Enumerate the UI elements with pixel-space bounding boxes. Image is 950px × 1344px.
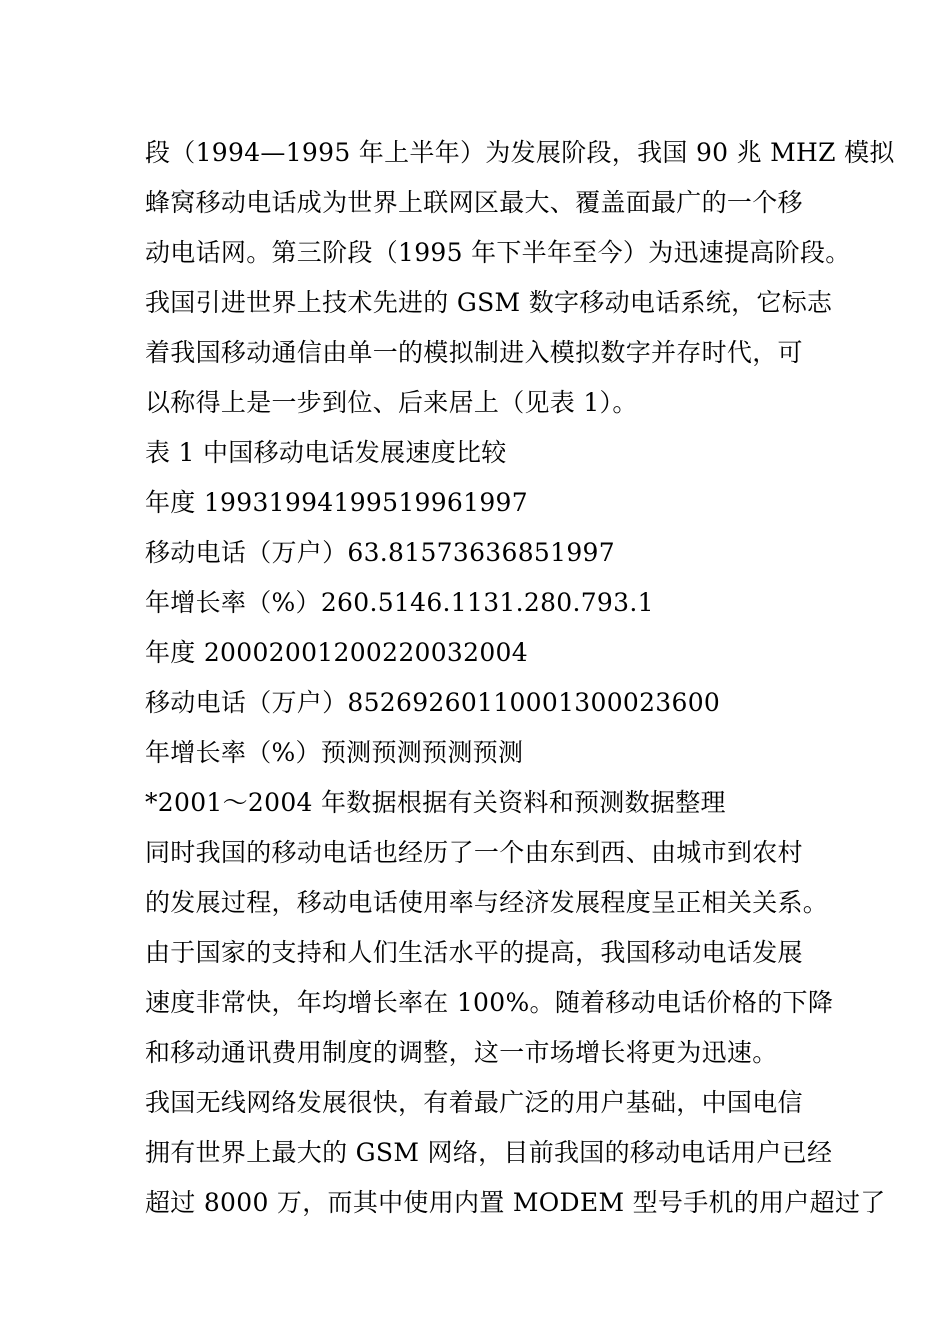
table-row-subscribers-1: 移动电话（万户）63.81573636851997 [145, 538, 615, 567]
text-line: 段（1994—1995 年上半年）为发展阶段，我国 90 兆 MHZ 模拟 [145, 138, 895, 167]
text-line: 着我国移动通信由单一的模拟制进入模拟数字并存时代，可 [145, 338, 803, 367]
table-caption: 表 1 中国移动电话发展速度比较 [145, 438, 507, 467]
text-line: 我国引进世界上技术先进的 GSM 数字移动电话系统，它标志 [145, 288, 833, 317]
text-line: 超过 8000 万，而其中使用内置 MODEM 型号手机的用户超过了 [145, 1188, 886, 1217]
text-line: 动电话网。第三阶段（1995 年下半年至今）为迅速提高阶段。 [145, 238, 851, 267]
table-row-years-1: 年度 19931994199519961997 [145, 488, 528, 517]
text-line: 同时我国的移动电话也经历了一个由东到西、由城市到农村 [145, 838, 803, 867]
text-line: 我国无线网络发展很快，有着最广泛的用户基础，中国电信 [145, 1088, 803, 1117]
text-line: 蜂窝移动电话成为世界上联网区最大、覆盖面最广的一个移 [145, 188, 803, 217]
text-line: 拥有世界上最大的 GSM 网络，目前我国的移动电话用户已经 [145, 1138, 833, 1167]
text-line: 速度非常快，年均增长率在 100%。随着移动电话价格的下降 [145, 988, 834, 1017]
table-row-growth-1: 年增长率（%）260.5146.1131.280.793.1 [145, 588, 654, 617]
text-line: 和移动通讯费用制度的调整，这一市场增长将更为迅速。 [145, 1038, 778, 1067]
body-text [145, 128, 895, 1228]
text-line: 由于国家的支持和人们生活水平的提高，我国移动电话发展 [145, 938, 803, 967]
table-row-subscribers-2: 移动电话（万户）85269260110001300023600 [145, 688, 721, 717]
table-row-growth-2: 年增长率（%）预测预测预测预测 [145, 738, 524, 767]
text-line: 的发展过程，移动电话使用率与经济发展程度呈正相关关系。 [145, 888, 829, 917]
table-footnote: *2001～2004 年数据根据有关资料和预测数据整理 [145, 788, 726, 817]
text-line: 以称得上是一步到位、后来居上（见表 1）。 [145, 388, 638, 417]
table-row-years-2: 年度 20002001200220032004 [145, 638, 528, 667]
